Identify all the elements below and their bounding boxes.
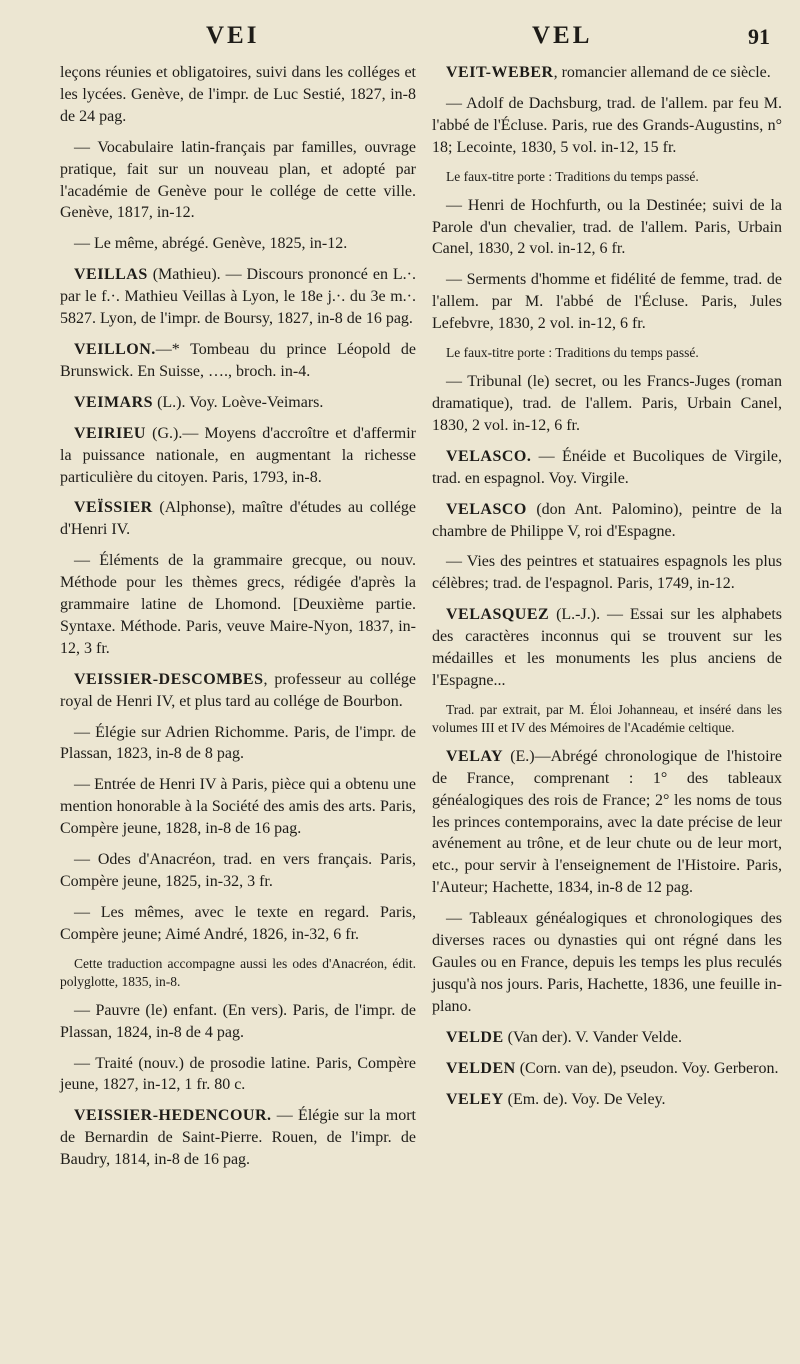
left-column: [60, 62, 416, 1180]
entry-text: (L.). Voy. Loève-Veimars.: [153, 393, 324, 411]
entry-headword: VEILLON.: [74, 340, 156, 358]
dictionary-entry: [60, 392, 416, 414]
entry-text: (don Ant. Palomino), peintre de la chambre de Philippe V, roi d'Espagne.: [432, 500, 782, 540]
entry-headword: VEIRIEU: [74, 424, 146, 442]
entry-text: (Corn. van de), pseudon. Voy. Gerberon.: [515, 1059, 779, 1077]
sub-entry: — Odes d'Anacréon, trad. en vers français. Paris, Compère jeune, 1825, in-32, 3 fr.: [60, 851, 416, 890]
entry-text: — Élégie sur la mort de Bernardin de Saint-Pierre. Rouen, de l'impr. de Baudry, 1814, in-8 de 16 pag.: [60, 1107, 416, 1169]
sub-entry: — Tribunal (le) secret, ou les Francs-Juges (roman dramatique), trad. de l'allem. Paris, Urbain Canel, 1830, 2 vol. in-12, 6 fr.: [432, 373, 782, 434]
entry-text: (Van der). V. Vander Velde.: [503, 1028, 682, 1046]
entry-note: Trad. par extrait, par M. Éloi Johanneau, et inséré dans les volumes III et IV des Mémoires de l'Académie celtique.: [432, 701, 782, 735]
entry-headword: VELAY: [446, 747, 504, 765]
sub-entry: — Entrée de Henri IV à Paris, pièce qui a obtenu une mention honorable à la Société des amis des arts. Paris, Compère jeune, 1828, in-8 de 16 pag.: [60, 776, 416, 838]
running-head: [0, 0, 800, 60]
continued-entry: leçons réunies et obligatoires, suivi dans les colléges et les lycées. Genève, de l'impr. de Luc Sestié, 1827, in-8 de 24 pag.: [60, 64, 416, 125]
dictionary-entry: [60, 669, 416, 713]
dictionary-entry: [432, 499, 782, 543]
dictionary-entry: [432, 746, 782, 899]
entry-text: (Mathieu). — Discours prononcé en L.·. par le f.·. Mathieu Veillas à Lyon, le 18e j.·. du 3e m.·. 5827. Lyon, de l'impr. de Boursy, 1827, in-8 de 16 pag.: [60, 266, 416, 328]
entry-headword: VEISSIER-HEDENCOUR.: [74, 1107, 272, 1125]
entry-headword: VEÏSSIER: [74, 499, 153, 517]
entry-note: Cette traduction accompagne aussi les odes d'Anacréon, édit. polyglotte, 1835, in-8.: [60, 955, 416, 989]
entry-text: (G.).— Moyens d'accroître et d'affermir la puissance nationale, en augmentant la richesse particulière du citoyen. Paris, 1793, in-8.: [60, 424, 416, 486]
sub-entry: — Henri de Hochfurth, ou la Destinée; suivi de la Parole d'un chevalier, trad. de l'allem. Paris, Urbain Canel, 1830, 2 vol. in-12, 6 fr.: [432, 196, 782, 258]
entry-headword: VELASCO: [446, 500, 527, 518]
sub-entry: — Tableaux généalogiques et chronologiques des diverses races ou dynasties qui ont régné dans les Gaules ou en France, depuis les temps les plus reculés jusqu'à nos jours. Paris, Hachette, 1836, une feuille in-plano.: [432, 910, 782, 1015]
sub-entry: — Vies des peintres et statuaires espagnols les plus célèbres; trad. de l'espagnol. Paris, 1749, in-12.: [432, 553, 782, 593]
dictionary-entry: [60, 339, 416, 383]
sub-entry: — Traité (nouv.) de prosodie latine. Paris, Compère jeune, 1827, in-12, 1 fr. 80 c.: [60, 1054, 416, 1094]
running-head-right: VEL: [532, 22, 593, 49]
dictionary-entry: [432, 446, 782, 490]
entry-headword: VEIMARS: [74, 393, 154, 411]
entry-text: (E.)—Abrégé chronologique de l'histoire de France, comprenant : 1° des tableaux généalogiques des rois de France; 2° les noms de tous les princes contemporains, avec la date précise de leur avénement au trône, et de leur chute ou de leur mort, etc., pour servir à l'enseignement de l'Histoire. Paris, l'Auteur; Hachette, 1834, in-8 de 12 pag.: [432, 747, 782, 897]
sub-entry: — Adolf de Dachsburg, trad. de l'allem. par feu M. l'abbé de l'Écluse. Paris, rue des Grands-Augustins, n° 18; Lecointe, 1830, 5 vol. in-12, 15 fr.: [432, 94, 782, 156]
entry-text: (L.-J.). — Essai sur les alphabets des caractères inconnus qui se trouvent sur les médailles et les monuments les plus anciens de l'Espagne...: [432, 606, 782, 689]
entry-note: Le faux-titre porte : Traditions du temps passé.: [446, 168, 699, 184]
page-number: 91: [748, 24, 770, 49]
running-head-left: VEI: [206, 22, 260, 49]
dictionary-entry: [432, 1027, 782, 1049]
entry-headword: VELEY: [446, 1090, 504, 1108]
dictionary-entry: [60, 423, 416, 489]
sub-entry: — Pauvre (le) enfant. (En vers). Paris, de l'impr. de Plassan, 1824, in-8 de 4 pag.: [60, 1001, 416, 1041]
entry-note: Le faux-titre porte : Traditions du temps passé.: [446, 345, 699, 361]
sub-entry: — Vocabulaire latin-français par familles, ouvrage pratique, fait sur un nouveau plan, et adopté par l'académie de Genève pour le collége de cette ville. Genève, 1817, in-12.: [60, 138, 416, 222]
dictionary-entry: [432, 62, 782, 84]
sub-entry: — Serments d'homme et fidélité de femme, trad. de l'allem. par M. l'abbé de l'Écluse. Paris, Jules Lefebvre, 1830, 2 vol. in-12, 6 fr.: [432, 271, 782, 333]
entry-text: — Énéide et Bucoliques de Virgile, trad. en espagnol. Voy. Virgile.: [432, 447, 782, 487]
entry-headword: VEIT-WEBER: [446, 64, 554, 81]
dictionary-entry: [432, 1058, 782, 1080]
sub-entry: — Élégie sur Adrien Richomme. Paris, de l'impr. de Plassan, 1823, in-8 de 8 pag.: [60, 723, 416, 763]
entry-text: , professeur au collége royal de Henri IV, et plus tard au collége de Bourbon.: [60, 670, 416, 710]
entry-headword: VELASQUEZ: [446, 606, 550, 624]
entry-text: (Em. de). Voy. De Veley.: [503, 1090, 666, 1108]
dictionary-entry: [432, 1089, 782, 1111]
dictionary-entry: [432, 604, 782, 692]
sub-entry: — Éléments de la grammaire grecque, ou nouv. Méthode pour les thèmes grecs, rédigée d'après la grammaire latine de Lhomond. [Deuxième partie. Syntaxe. Méthode. Paris, veuve Maire-Nyon, 1837, in-12, 3 fr.: [60, 552, 416, 657]
dictionary-entry: [60, 497, 416, 541]
entry-text: , romancier allemand de ce siècle.: [553, 64, 771, 81]
right-column: [432, 62, 782, 1119]
entry-headword: VEILLAS: [74, 266, 148, 284]
sub-entry: — Le même, abrégé. Genève, 1825, in-12.: [74, 235, 348, 253]
sub-entry: — Les mêmes, avec le texte en regard. Paris, Compère jeune; Aimé André, 1826, in-32, 6 fr.: [60, 903, 416, 943]
dictionary-entry: [60, 1105, 416, 1171]
entry-headword: VELDE: [446, 1028, 504, 1046]
entry-headword: VEISSIER-DESCOMBES: [74, 670, 264, 688]
entry-headword: VELDEN: [446, 1059, 516, 1077]
entry-text: (Alphonse), maître d'études au collége d'Henri IV.: [60, 499, 416, 539]
dictionary-entry: [60, 264, 416, 330]
entry-text: —* Tombeau du prince Léopold de Brunswick. En Suisse, …., broch. in-4.: [60, 340, 416, 380]
entry-headword: VELASCO.: [446, 447, 532, 465]
